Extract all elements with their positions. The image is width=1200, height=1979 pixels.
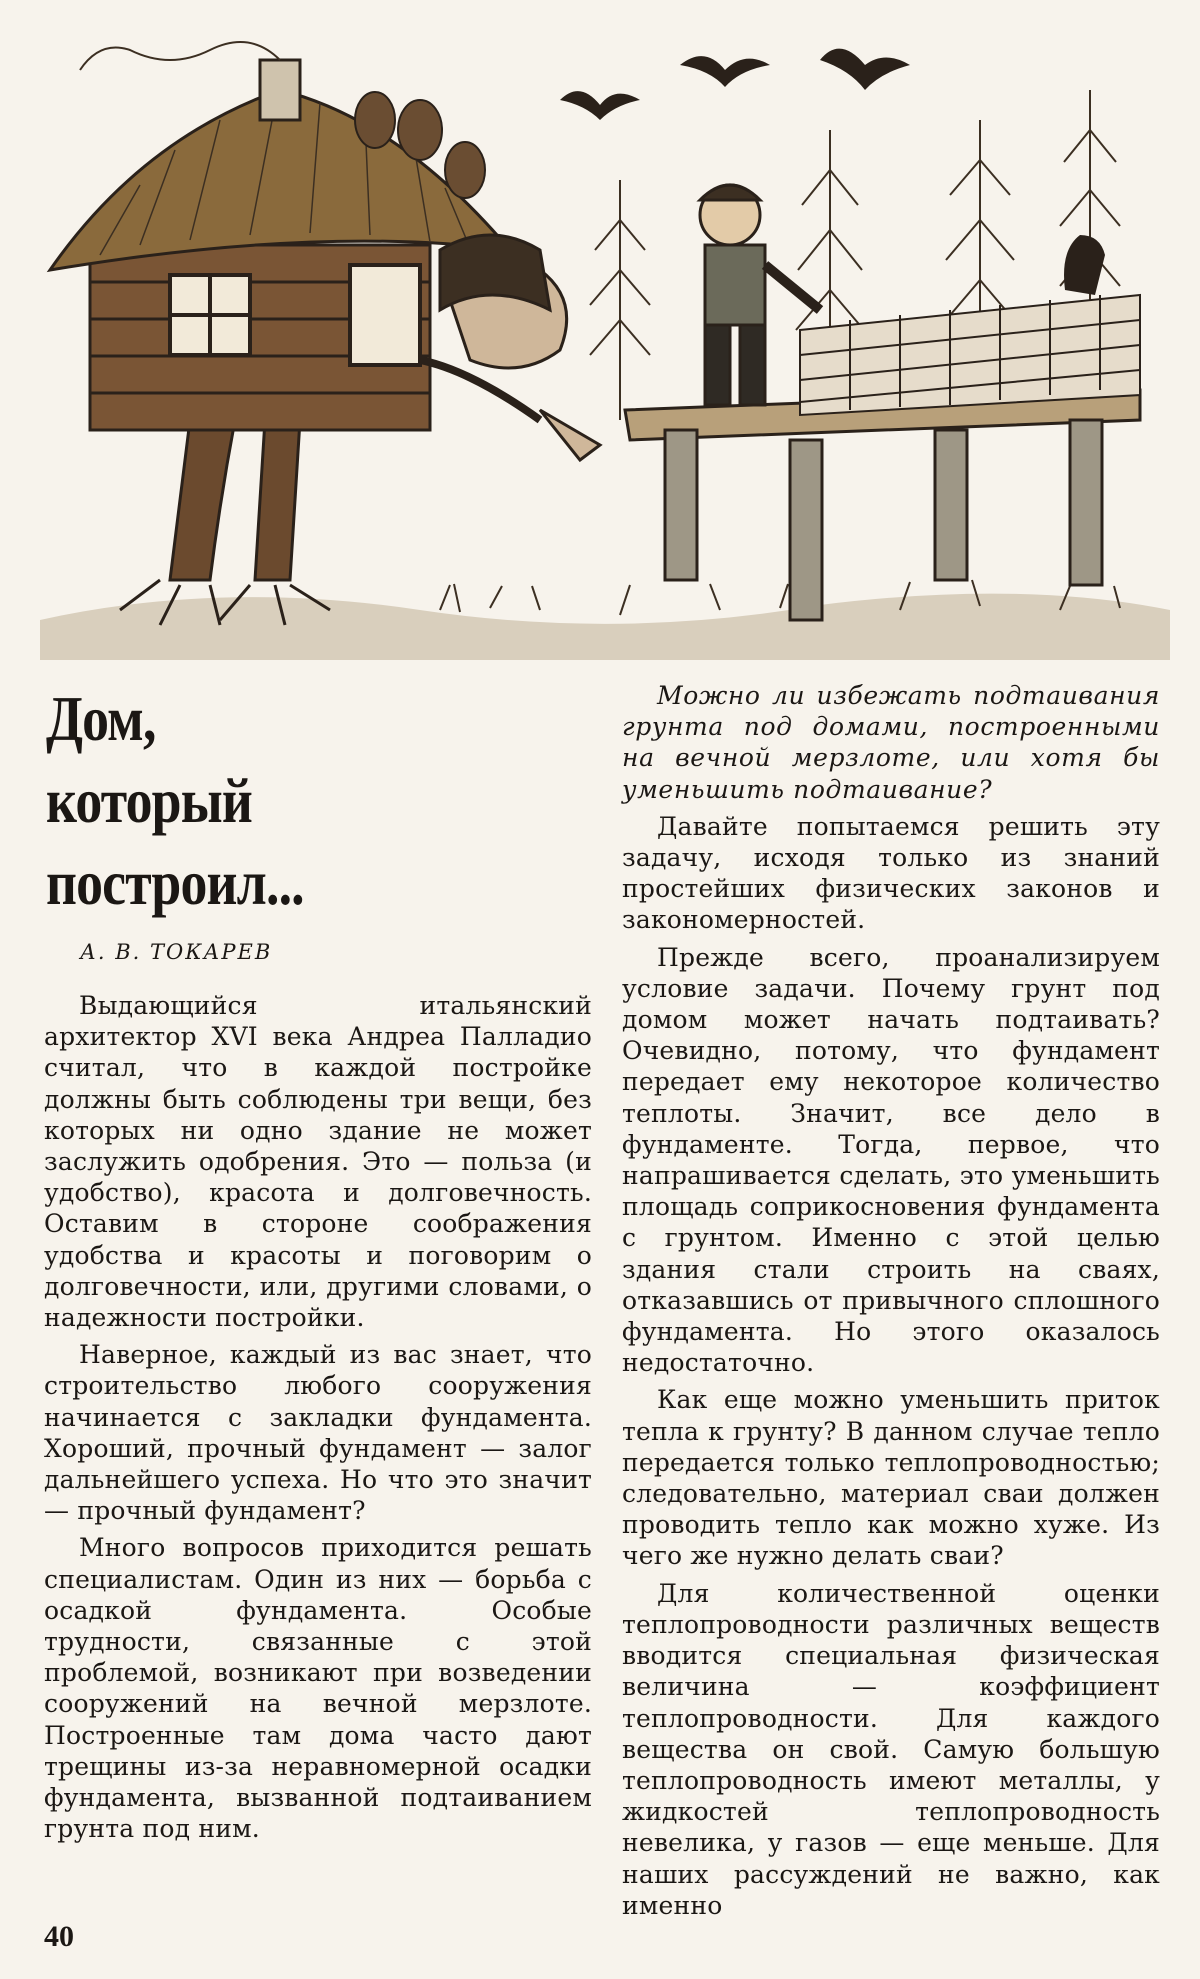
paragraph: Как еще можно уменьшить приток тепла к грунту? В данном случае тепло передается только теплопроводностью; следовательно, материал сваи должен проводить тепло как можно хуже. Из чего же нужно делать сваи? [622,1385,1160,1571]
paragraph: Наверное, каждый из вас знает, что строительство любого сооружения начинается с закладки фундамента. Хороший, прочный фундамент — залог дальнейшего успеха. Но что это значит — прочный фундамент? [44,1340,592,1526]
question-paragraph: Можно ли избежать подтаивания грунта под домами, построенными на вечной мерзлоте, или хотя бы уменьшить подтаивание? [622,681,1160,804]
chimney [260,60,300,120]
brick-wall [800,295,1140,415]
hut-body [90,245,430,430]
crow-on-wall [1064,235,1105,295]
title-line-3: построил... [46,847,304,918]
cartoon-illustration [20,20,1180,660]
author-byline: А. В. ТОКАРЕВ [80,940,273,964]
crows [560,49,910,120]
witch-figure [420,235,600,460]
page-number: 40 [44,1920,74,1953]
left-column [44,990,592,1850]
hut-legs [120,420,330,625]
paragraph: Давайте попытаемся решить эту задачу, исходя только из знаний простейших физических законов и закономерностей. [622,811,1160,935]
title-line-1: Дом, [46,683,156,754]
paragraph: Много вопросов приходится решать специалистам. Один из них — борьба с осадкой фундамента. Особые трудности, связанные с этой проблемой, возникают при возведении сооружений на вечной мерзлоте. Построенные там дома часто дают трещины из-за неравномерной осадки фундамента, вызванной подтаиванием грунта под ним. [44,1533,592,1844]
title-line-2: который [46,765,252,836]
paragraph: Для количественной оценки теплопроводности различных веществ вводится специальная физическая величина — коэффициент теплопроводности. Для каждого вещества он свой. Самую большую теплопроводность имеют металлы, у жидкостей теплопроводность невелика, у газов — еще меньше. Для наших рассуждений не важно, как именно [622,1578,1160,1920]
right-column [622,680,1160,1927]
builder-platform [625,390,1140,620]
article-title [46,678,500,924]
paragraph: Прежде всего, проанализируем условие задачи. Почему грунт под домом может начать подтаивать? Очевидно, потому, что фундамент передает ему некоторое количество теплоты. Значит, все дело в фундаменте. Тогда, первое, что напрашивается сделать, это уменьшить площадь соприкосновения фундамента с грунтом. Именно с этой целью здания стали строить на сваях, отказавшись от привычного сплошного фундамента. Но этого оказалось недостаточно. [622,942,1160,1378]
paragraph: Выдающийся итальянский архитектор XVI века Андреа Палладио считал, что в каждой постройке должны быть соблюдены три вещи, без которых ни одно здание не может заслужить одобрения. Это — польза (и удобство), красота и долговечность. Оставим в стороне соображения удобства и красоты и поговорим о долговечности, или, другими словами, о надежности постройки. [44,991,592,1333]
ground [40,594,1170,660]
